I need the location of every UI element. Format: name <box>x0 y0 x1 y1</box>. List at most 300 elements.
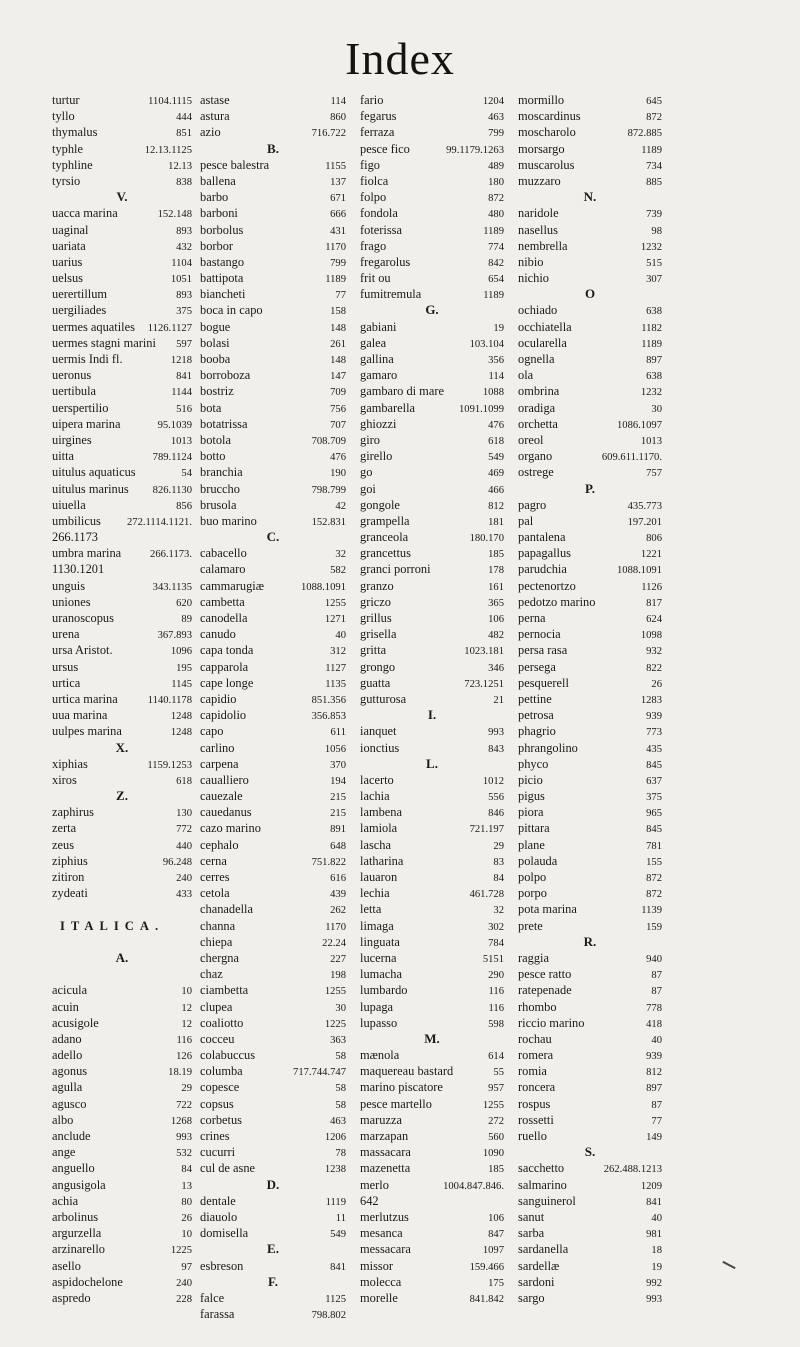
entry-pages: 228 <box>176 1293 192 1305</box>
letter-heading: M. <box>424 1030 440 1046</box>
index-entry <box>518 999 662 1015</box>
entry-pages: 648 <box>330 840 346 852</box>
entry-pages: 10 <box>181 986 192 998</box>
index-entry <box>200 691 346 707</box>
index-entry <box>52 1096 192 1112</box>
entry-term: pota marina <box>518 902 577 917</box>
entry-pages: 161 <box>488 581 504 593</box>
entry-term: grongo <box>360 659 396 674</box>
index-entry <box>52 999 192 1015</box>
index-entry <box>200 934 346 950</box>
index-entry <box>360 351 504 367</box>
index-entry <box>360 1063 504 1079</box>
entry-pages: 721.197 <box>469 824 504 836</box>
index-entry <box>518 659 662 675</box>
entry-pages: 98 <box>651 225 662 237</box>
entry-term: lauaron <box>360 870 398 884</box>
entry-pages: 159 <box>646 921 662 933</box>
entry-pages: 1189 <box>325 274 346 286</box>
index-entry <box>200 513 346 529</box>
index-entry <box>360 383 504 399</box>
entry-pages: 365 <box>488 597 504 609</box>
entry-term: messacara <box>360 1242 411 1257</box>
entry-term: cetola <box>200 886 230 901</box>
index-entry <box>518 1193 662 1209</box>
entry-term: go <box>360 465 373 480</box>
entry-pages: 77 <box>335 290 346 302</box>
entry-term: massacara <box>360 1145 411 1160</box>
entry-pages: 1170 <box>325 241 346 253</box>
index-entry <box>360 869 504 885</box>
index-entry <box>518 1258 662 1274</box>
index-entry <box>52 302 192 318</box>
entry-pages: 40 <box>651 1212 662 1224</box>
entry-term: giro <box>360 432 380 447</box>
index-entry <box>360 481 504 497</box>
entry-term: muzzaro <box>518 173 561 188</box>
entry-term: acicula <box>52 983 88 998</box>
entry-pages: 152.148 <box>157 209 192 221</box>
entry-pages: 965 <box>646 808 662 820</box>
entry-term: grisella <box>360 627 397 642</box>
index-entry <box>360 1128 504 1144</box>
index-entry <box>518 222 662 238</box>
index-entry <box>360 286 504 302</box>
entry-term: gamaro <box>360 368 398 383</box>
entry-pages: 95.1039 <box>157 419 192 431</box>
index-entry <box>360 222 504 238</box>
index-entry <box>52 1128 192 1144</box>
entry-term: lamiola <box>360 821 398 836</box>
entry-term: botola <box>200 432 231 447</box>
entry-term: zeus <box>52 837 75 852</box>
index-entry <box>518 1177 662 1193</box>
entry-term: lucerna <box>360 950 397 965</box>
index-entry <box>52 1241 192 1257</box>
index-entry <box>200 302 346 318</box>
index-entry <box>518 141 662 157</box>
entry-term: falce <box>200 1290 225 1305</box>
index-entry <box>518 400 662 416</box>
entry-pages: 1139 <box>641 905 662 917</box>
index-entry <box>200 1160 346 1176</box>
entry-pages: 12 <box>181 1002 192 1014</box>
entry-term: perna <box>518 611 546 625</box>
index-entry <box>52 464 192 480</box>
index-entry <box>360 1209 504 1225</box>
index-entry <box>200 626 346 642</box>
entry-term: raggia <box>518 950 549 965</box>
entry-term: uelsus <box>52 271 83 286</box>
entry-pages: 1248 <box>170 711 192 723</box>
spacer <box>52 966 192 982</box>
index-entry <box>518 108 662 124</box>
entry-term: sarba <box>518 1226 545 1241</box>
letter-heading: X. <box>115 739 129 755</box>
entry-term: ognella <box>518 352 555 366</box>
entry-pages: 375 <box>646 792 662 804</box>
entry-pages: 312 <box>330 646 346 658</box>
entry-pages: 180.170 <box>469 533 504 545</box>
entry-pages: 58 <box>335 1051 346 1063</box>
index-entry <box>518 351 662 367</box>
entry-term: columba <box>200 1064 243 1079</box>
entry-pages: 307 <box>646 274 662 286</box>
entry-pages: 272.1114.1121. <box>126 516 192 528</box>
entry-term: cambetta <box>200 594 245 609</box>
entry-term: lascha <box>360 837 391 852</box>
index-entry <box>52 497 192 513</box>
index-entry <box>52 804 192 820</box>
entry-term: nichio <box>518 271 549 286</box>
entry-term: ange <box>52 1145 76 1160</box>
entry-term: ruello <box>518 1129 547 1143</box>
index-entry <box>200 561 346 577</box>
index-entry <box>360 529 504 545</box>
entry-pages: 798.802 <box>311 1310 346 1322</box>
index-entry <box>360 659 504 675</box>
entry-pages: 1086.1097 <box>616 419 662 431</box>
entry-term: cul de asne <box>200 1161 256 1176</box>
index-entry <box>360 950 504 966</box>
entry-pages: 290 <box>488 970 504 982</box>
entry-pages: 418 <box>646 1018 662 1030</box>
entry-pages: 582 <box>330 565 346 577</box>
index-entry <box>200 497 346 513</box>
entry-pages: 29 <box>493 840 504 852</box>
entry-term: ola <box>518 368 534 383</box>
entry-term: calamaro <box>200 562 246 577</box>
index-entry <box>518 335 662 351</box>
entry-term: cucurri <box>200 1145 236 1160</box>
entry-pages: 12.13.1125 <box>144 144 192 156</box>
entry-pages: 893 <box>176 290 192 302</box>
index-entry <box>52 205 192 221</box>
entry-pages: 841.842 <box>469 1293 504 1305</box>
index-entry <box>360 966 504 982</box>
index-entry <box>200 124 346 140</box>
entry-term: pigus <box>518 789 545 804</box>
entry-pages: 957 <box>488 1083 504 1095</box>
entry-term: phagrio <box>518 724 556 739</box>
entry-pages: 1126.1127 <box>147 322 192 334</box>
entry-pages: 1182 <box>641 322 662 334</box>
index-entry <box>518 804 662 820</box>
entry-term: 266.1173 <box>52 530 99 545</box>
entry-term: granceola <box>360 530 409 545</box>
letter-heading: I. <box>427 707 437 723</box>
index-entry <box>200 205 346 221</box>
entry-pages: 609.611.1170. <box>601 452 662 464</box>
index-entry <box>52 772 192 788</box>
entry-pages: 126 <box>176 1051 192 1063</box>
index-entry <box>52 141 192 157</box>
index-entry <box>360 1015 504 1031</box>
entry-term: azio <box>200 125 221 140</box>
index-entry <box>200 367 346 383</box>
entry-pages: 939 <box>646 711 662 723</box>
index-entry <box>200 1193 346 1209</box>
index-entry <box>52 820 192 836</box>
entry-term: ionctius <box>360 740 400 755</box>
entry-pages: 843 <box>488 743 504 755</box>
entry-pages: 240 <box>176 873 192 884</box>
index-entry <box>52 222 192 238</box>
index-column-2 <box>200 92 346 1322</box>
entry-term: adano <box>52 1031 82 1046</box>
index-entry <box>518 707 662 723</box>
entry-pages: 114 <box>330 96 346 107</box>
entry-pages: 671 <box>330 193 346 205</box>
index-entry <box>360 319 504 335</box>
entry-pages: 54 <box>181 468 192 480</box>
entry-term: romia <box>518 1064 547 1079</box>
index-entry <box>360 1096 504 1112</box>
index-entry <box>52 545 192 561</box>
entry-term: gutturosa <box>360 691 407 706</box>
entry-term: sargo <box>518 1290 545 1305</box>
entry-term: copesce <box>200 1080 240 1095</box>
index-entry <box>52 837 192 853</box>
entry-pages: 77 <box>651 1115 662 1127</box>
entry-pages: 461.728 <box>469 889 504 901</box>
entry-pages: 637 <box>646 775 662 787</box>
index-entry <box>518 610 662 626</box>
index-entry <box>52 578 192 594</box>
entry-pages: 1126 <box>641 581 662 593</box>
index-entry <box>518 756 662 772</box>
index-entry <box>360 642 504 658</box>
entry-pages: 598 <box>488 1018 504 1030</box>
entry-term: cazo marino <box>200 821 261 836</box>
index-entry <box>518 1015 662 1031</box>
index-entry <box>360 723 504 739</box>
entry-pages: 845 <box>646 824 662 836</box>
entry-pages: 778 <box>646 1002 662 1014</box>
index-entry <box>200 1015 346 1031</box>
entry-pages: 1090 <box>482 1148 504 1160</box>
entry-term: merlo <box>360 1177 389 1192</box>
index-entry <box>200 740 346 756</box>
entry-term: agusco <box>52 1096 87 1111</box>
entry-term: limaga <box>360 918 394 933</box>
index-entry <box>518 545 662 561</box>
entry-term: angusigola <box>52 1177 106 1192</box>
entry-term: tyrsio <box>52 173 81 188</box>
entry-pages: 181 <box>488 516 504 528</box>
index-entry <box>52 626 192 642</box>
index-entry <box>52 1177 192 1193</box>
entry-pages: 756 <box>330 403 346 415</box>
entry-pages: 1125 <box>325 1293 346 1305</box>
entry-pages: 1127 <box>325 662 346 674</box>
entry-term: nasellus <box>518 222 558 237</box>
entry-pages: 272 <box>488 1115 504 1127</box>
entry-pages: 30 <box>651 403 662 415</box>
entry-pages: 19 <box>493 322 504 334</box>
index-entry <box>200 966 346 982</box>
entry-pages: 476 <box>330 452 346 464</box>
index-entry <box>200 270 346 286</box>
index-entry <box>518 1241 662 1257</box>
entry-term: lambena <box>360 805 402 820</box>
entry-pages: 645 <box>646 96 662 107</box>
letter-heading: A. <box>115 949 129 965</box>
entry-pages: 432 <box>176 241 192 253</box>
entry-pages: 1189 <box>641 144 662 156</box>
index-entry <box>52 561 192 577</box>
entry-pages: 1088.1091 <box>616 565 662 577</box>
entry-term: fumitremula <box>360 287 422 302</box>
entry-term: gallina <box>360 352 394 366</box>
index-entry <box>200 189 346 205</box>
letter-heading: P. <box>585 480 595 496</box>
entry-term: merlutzus <box>360 1209 409 1224</box>
index-entry <box>52 92 192 108</box>
index-entry <box>360 400 504 416</box>
entry-pages: 940 <box>646 953 662 965</box>
entry-pages: 13 <box>181 1180 192 1192</box>
index-entry <box>200 820 346 836</box>
index-entry <box>360 1160 504 1176</box>
index-entry <box>52 885 192 901</box>
entry-pages: 215 <box>330 808 346 820</box>
entry-pages: 1189 <box>641 338 662 350</box>
entry-pages: 152.831 <box>311 516 346 528</box>
index-entry <box>200 659 346 675</box>
entry-pages: 40 <box>651 1034 662 1046</box>
entry-pages: 751.822 <box>311 856 346 868</box>
entry-term: colabuccus <box>200 1048 256 1063</box>
entry-term: pantalena <box>518 530 566 545</box>
index-entry <box>200 1031 346 1047</box>
entry-pages: 480 <box>488 209 504 221</box>
entry-pages: 148 <box>330 322 346 334</box>
index-column-4 <box>518 92 662 1306</box>
entry-term: rhombo <box>518 999 557 1014</box>
entry-term: esbreson <box>200 1258 244 1273</box>
entry-pages: 29 <box>181 1083 192 1095</box>
entry-term: adello <box>52 1048 83 1063</box>
entry-term: uipera marina <box>52 416 121 431</box>
index-entry <box>200 1144 346 1160</box>
index-entry <box>518 205 662 221</box>
entry-pages: 1283 <box>640 694 662 706</box>
entry-pages: 215 <box>330 792 346 804</box>
entry-term: romera <box>518 1048 554 1063</box>
entry-pages: 84 <box>181 1164 192 1176</box>
entry-term: occhiatella <box>518 319 572 334</box>
index-entry <box>200 837 346 853</box>
entry-pages: 981 <box>646 1229 662 1241</box>
index-entry <box>200 1063 346 1079</box>
index-entry <box>200 481 346 497</box>
entry-term: latharina <box>360 853 404 868</box>
entry-pages: 851 <box>176 128 192 140</box>
index-entry <box>360 416 504 432</box>
index-entry <box>360 1258 504 1274</box>
entry-term: ochiado <box>518 303 558 318</box>
letter-heading: N. <box>583 189 597 205</box>
index-entry <box>360 108 504 124</box>
index-entry <box>200 1079 346 1095</box>
index-entry <box>360 464 504 480</box>
index-column-1 <box>52 92 192 1306</box>
index-entry <box>518 966 662 982</box>
entry-term: urtica <box>52 675 81 690</box>
entry-pages: 1255 <box>324 597 346 609</box>
entry-pages: 1204 <box>482 96 504 107</box>
entry-pages: 516 <box>176 403 192 415</box>
entry-term: polpo <box>518 870 547 884</box>
entry-pages: 841 <box>646 1196 662 1208</box>
entry-pages: 466 <box>488 484 504 496</box>
entry-pages: 897 <box>646 1083 662 1095</box>
index-entry <box>518 1209 662 1225</box>
index-entry <box>360 1225 504 1241</box>
entry-term: bogue <box>200 319 231 334</box>
entry-term: grampella <box>360 513 410 528</box>
entry-term: cerres <box>200 870 230 884</box>
entry-pages: 262 <box>330 905 346 917</box>
entry-pages: 872 <box>646 889 662 901</box>
entry-term: cabacello <box>200 546 247 561</box>
index-entry <box>518 1031 662 1047</box>
index-entry <box>52 173 192 189</box>
entry-term: crines <box>200 1129 230 1143</box>
index-entry <box>518 1225 662 1241</box>
index-entry <box>52 707 192 723</box>
index-entry <box>360 238 504 254</box>
index-entry <box>360 1241 504 1257</box>
index-entry <box>200 1096 346 1112</box>
entry-pages: 817 <box>646 597 662 609</box>
entry-pages: 1135 <box>325 678 346 690</box>
entry-term: gambarella <box>360 400 416 415</box>
index-entry <box>360 853 504 869</box>
letter-heading: B. <box>267 140 279 156</box>
entry-term: chiepa <box>200 934 233 949</box>
entry-term: mazenetta <box>360 1161 411 1176</box>
entry-term: bota <box>200 400 222 415</box>
entry-pages: 18 <box>651 1245 662 1257</box>
entry-term: rospus <box>518 1096 551 1111</box>
entry-term: grancettus <box>360 546 411 561</box>
index-entry <box>360 1112 504 1128</box>
index-entry <box>518 723 662 739</box>
entry-pages: 851.356 <box>311 694 346 706</box>
entry-term: lachia <box>360 789 390 804</box>
entry-term: umbilicus <box>52 513 101 528</box>
entry-term: borbolus <box>200 222 244 237</box>
index-entry <box>360 367 504 383</box>
index-entry <box>200 464 346 480</box>
letter-heading: E. <box>267 1241 279 1257</box>
entry-term: fegarus <box>360 109 397 124</box>
entry-term: granzo <box>360 578 394 593</box>
index-entry <box>360 918 504 934</box>
entry-term: girello <box>360 449 393 464</box>
entry-term: capa tonda <box>200 643 254 658</box>
entry-pages: 261 <box>330 338 346 350</box>
index-entry <box>52 982 192 998</box>
entry-term: figo <box>360 157 380 172</box>
entry-pages: 992 <box>646 1277 662 1289</box>
index-entry <box>200 286 346 302</box>
entry-pages: 32 <box>335 549 346 561</box>
index-entry <box>360 157 504 173</box>
entry-term: thymalus <box>52 125 98 140</box>
